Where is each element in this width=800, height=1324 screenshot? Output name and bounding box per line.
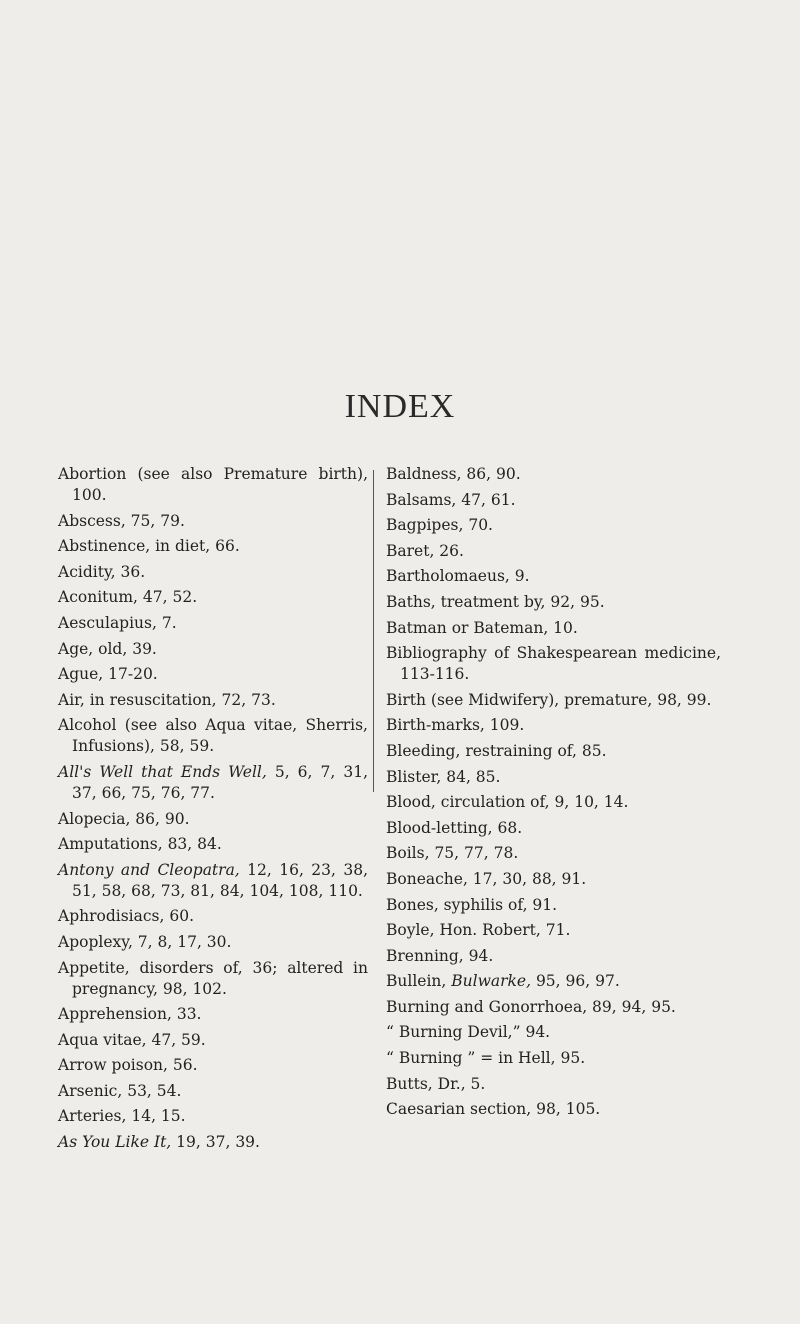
entry-text: Blister, 84, 85. (386, 767, 501, 786)
index-entry (386, 515, 721, 536)
entry-text: Arrow poison, 56. (58, 1056, 198, 1075)
index-entry (58, 536, 368, 557)
entry-text: “ Burning ” = in Hell, 95. (386, 1049, 586, 1068)
index-entry (386, 690, 721, 711)
entry-text: Balsams, 47, 61. (386, 490, 516, 509)
entry-text: Burning and Gonorrhoea, 89, 94, 95. (386, 997, 676, 1016)
index-entry (58, 587, 368, 608)
entry-text: Arsenic, 53, 54. (58, 1081, 182, 1100)
index-entry (386, 566, 721, 587)
entry-text: Bagpipes, 70. (386, 516, 493, 535)
entry-text: Apprehension, 33. (58, 1005, 202, 1024)
entry-text: Brenning, 94. (386, 946, 494, 965)
entry-text: Blood-letting, 68. (386, 818, 523, 837)
entry-text: Boils, 75, 77, 78. (386, 844, 519, 863)
index-entry (58, 1030, 368, 1051)
index-entry (386, 541, 721, 562)
index-entry (58, 809, 368, 830)
index-entry (58, 762, 368, 804)
index-entry (386, 592, 721, 613)
entry-text: Butts, Dr., 5. (386, 1074, 486, 1093)
entry-text: Alopecia, 86, 90. (58, 809, 190, 828)
entry-text: Aqua vitae, 47, 59. (58, 1030, 206, 1049)
index-entry (386, 741, 721, 762)
entry-text: 19, 37, 39. (171, 1133, 260, 1152)
entry-title-italic: All's Well that Ends Well, (58, 762, 267, 781)
index-entry (386, 643, 721, 685)
entry-text: Aconitum, 47, 52. (58, 588, 198, 607)
entry-text: Apoplexy, 7, 8, 17, 30. (58, 932, 232, 951)
entry-text: 5, 6, 7, 31, 37, 66, 75, 76, 77. (72, 762, 368, 802)
entry-text: Aphrodisiacs, 60. (58, 907, 195, 926)
entry-text: Aesculapius, 7. (58, 613, 177, 632)
index-entry (58, 1004, 368, 1025)
entry-text: Blood, circulation of, 9, 10, 14. (386, 793, 629, 812)
index-entry (386, 843, 721, 864)
index-entry (386, 869, 721, 890)
index-entry (386, 818, 721, 839)
index-entry (58, 958, 368, 1000)
index-entry (386, 618, 721, 639)
index-entry (386, 792, 721, 813)
index-entry (386, 490, 721, 511)
entry-text: Boneache, 17, 30, 88, 91. (386, 869, 587, 888)
entry-text: Ague, 17-20. (58, 665, 158, 684)
index-entry (386, 1048, 721, 1069)
index-entry (58, 639, 368, 660)
index-entry (386, 946, 721, 967)
index-entry (386, 767, 721, 788)
entry-text: Abstinence, in diet, 66. (58, 537, 240, 556)
index-entry (386, 971, 721, 992)
index-entry (58, 715, 368, 757)
entry-title-italic: Antony and Cleopatra, (58, 860, 240, 879)
entry-text: Birth (see Midwifery), premature, 98, 99. (386, 690, 712, 709)
entry-text: 12, 16, 23, 38, 51, 58, 68, 73, 81, 84, 104, 108, 110. (72, 860, 368, 900)
entry-text: Bones, syphilis of, 91. (386, 895, 558, 914)
index-entry (58, 613, 368, 634)
index-column-left (58, 464, 368, 1158)
entry-text: Abscess, 75, 79. (58, 511, 185, 530)
entry-text: Baret, 26. (386, 541, 464, 560)
entry-text: Acidity, 36. (58, 562, 146, 581)
index-entry (58, 464, 368, 506)
entry-text: Bleeding, restraining of, 85. (386, 741, 607, 760)
entry-text: Age, old, 39. (58, 639, 157, 658)
index-entry (58, 562, 368, 583)
index-entry (58, 690, 368, 711)
entry-text: Amputations, 83, 84. (58, 835, 222, 854)
entry-text: Abortion (see also Premature birth), 100. (58, 465, 368, 504)
index-entry (386, 464, 721, 485)
index-entry (386, 920, 721, 941)
index-column-right (386, 464, 721, 1125)
index-entry (58, 664, 368, 685)
entry-text: Birth-marks, 109. (386, 716, 525, 735)
index-entry (58, 1055, 368, 1076)
index-entry (386, 715, 721, 736)
index-entry (58, 834, 368, 855)
page-title: INDEX (344, 387, 456, 425)
entry-text: Baldness, 86, 90. (386, 465, 521, 483)
entry-text: Boyle, Hon. Robert, 71. (386, 921, 571, 940)
index-entry (58, 1106, 368, 1127)
entry-text: Air, in resuscitation, 72, 73. (58, 690, 276, 709)
entry-text: Caesarian section, 98, 105. (386, 1100, 601, 1119)
index-entry (58, 860, 368, 902)
index-entry (58, 906, 368, 927)
column-divider (373, 470, 374, 792)
entry-prefix: Bullein, (386, 972, 452, 991)
index-entry (386, 895, 721, 916)
index-entry (58, 1132, 368, 1153)
entry-text: Bartholomaeus, 9. (386, 567, 530, 586)
entry-title-italic: Bulwarke, (451, 972, 532, 991)
index-entry (386, 997, 721, 1018)
entry-text: Appetite, disorders of, 36; altered in pregnancy, 98, 102. (58, 958, 368, 998)
index-entry (386, 1022, 721, 1043)
entry-text: Alcohol (see also Aqua vitae, Sherris, Infusions), 58, 59. (58, 716, 368, 756)
entry-text: Arteries, 14, 15. (58, 1107, 186, 1126)
index-entry (386, 1074, 721, 1095)
entry-text: 95, 96, 97. (531, 972, 620, 991)
entry-text: Baths, treatment by, 92, 95. (386, 592, 605, 611)
entry-title-italic: As You Like It, (58, 1133, 172, 1152)
index-entry (58, 932, 368, 953)
index-entry (58, 511, 368, 532)
index-entry (58, 1081, 368, 1102)
index-entry (386, 1099, 721, 1120)
entry-text: Bibliography of Shakespearean medicine, 113-116. (386, 644, 721, 684)
entry-text: “ Burning Devil,” 94. (386, 1023, 551, 1042)
entry-text: Batman or Bateman, 10. (386, 618, 578, 637)
